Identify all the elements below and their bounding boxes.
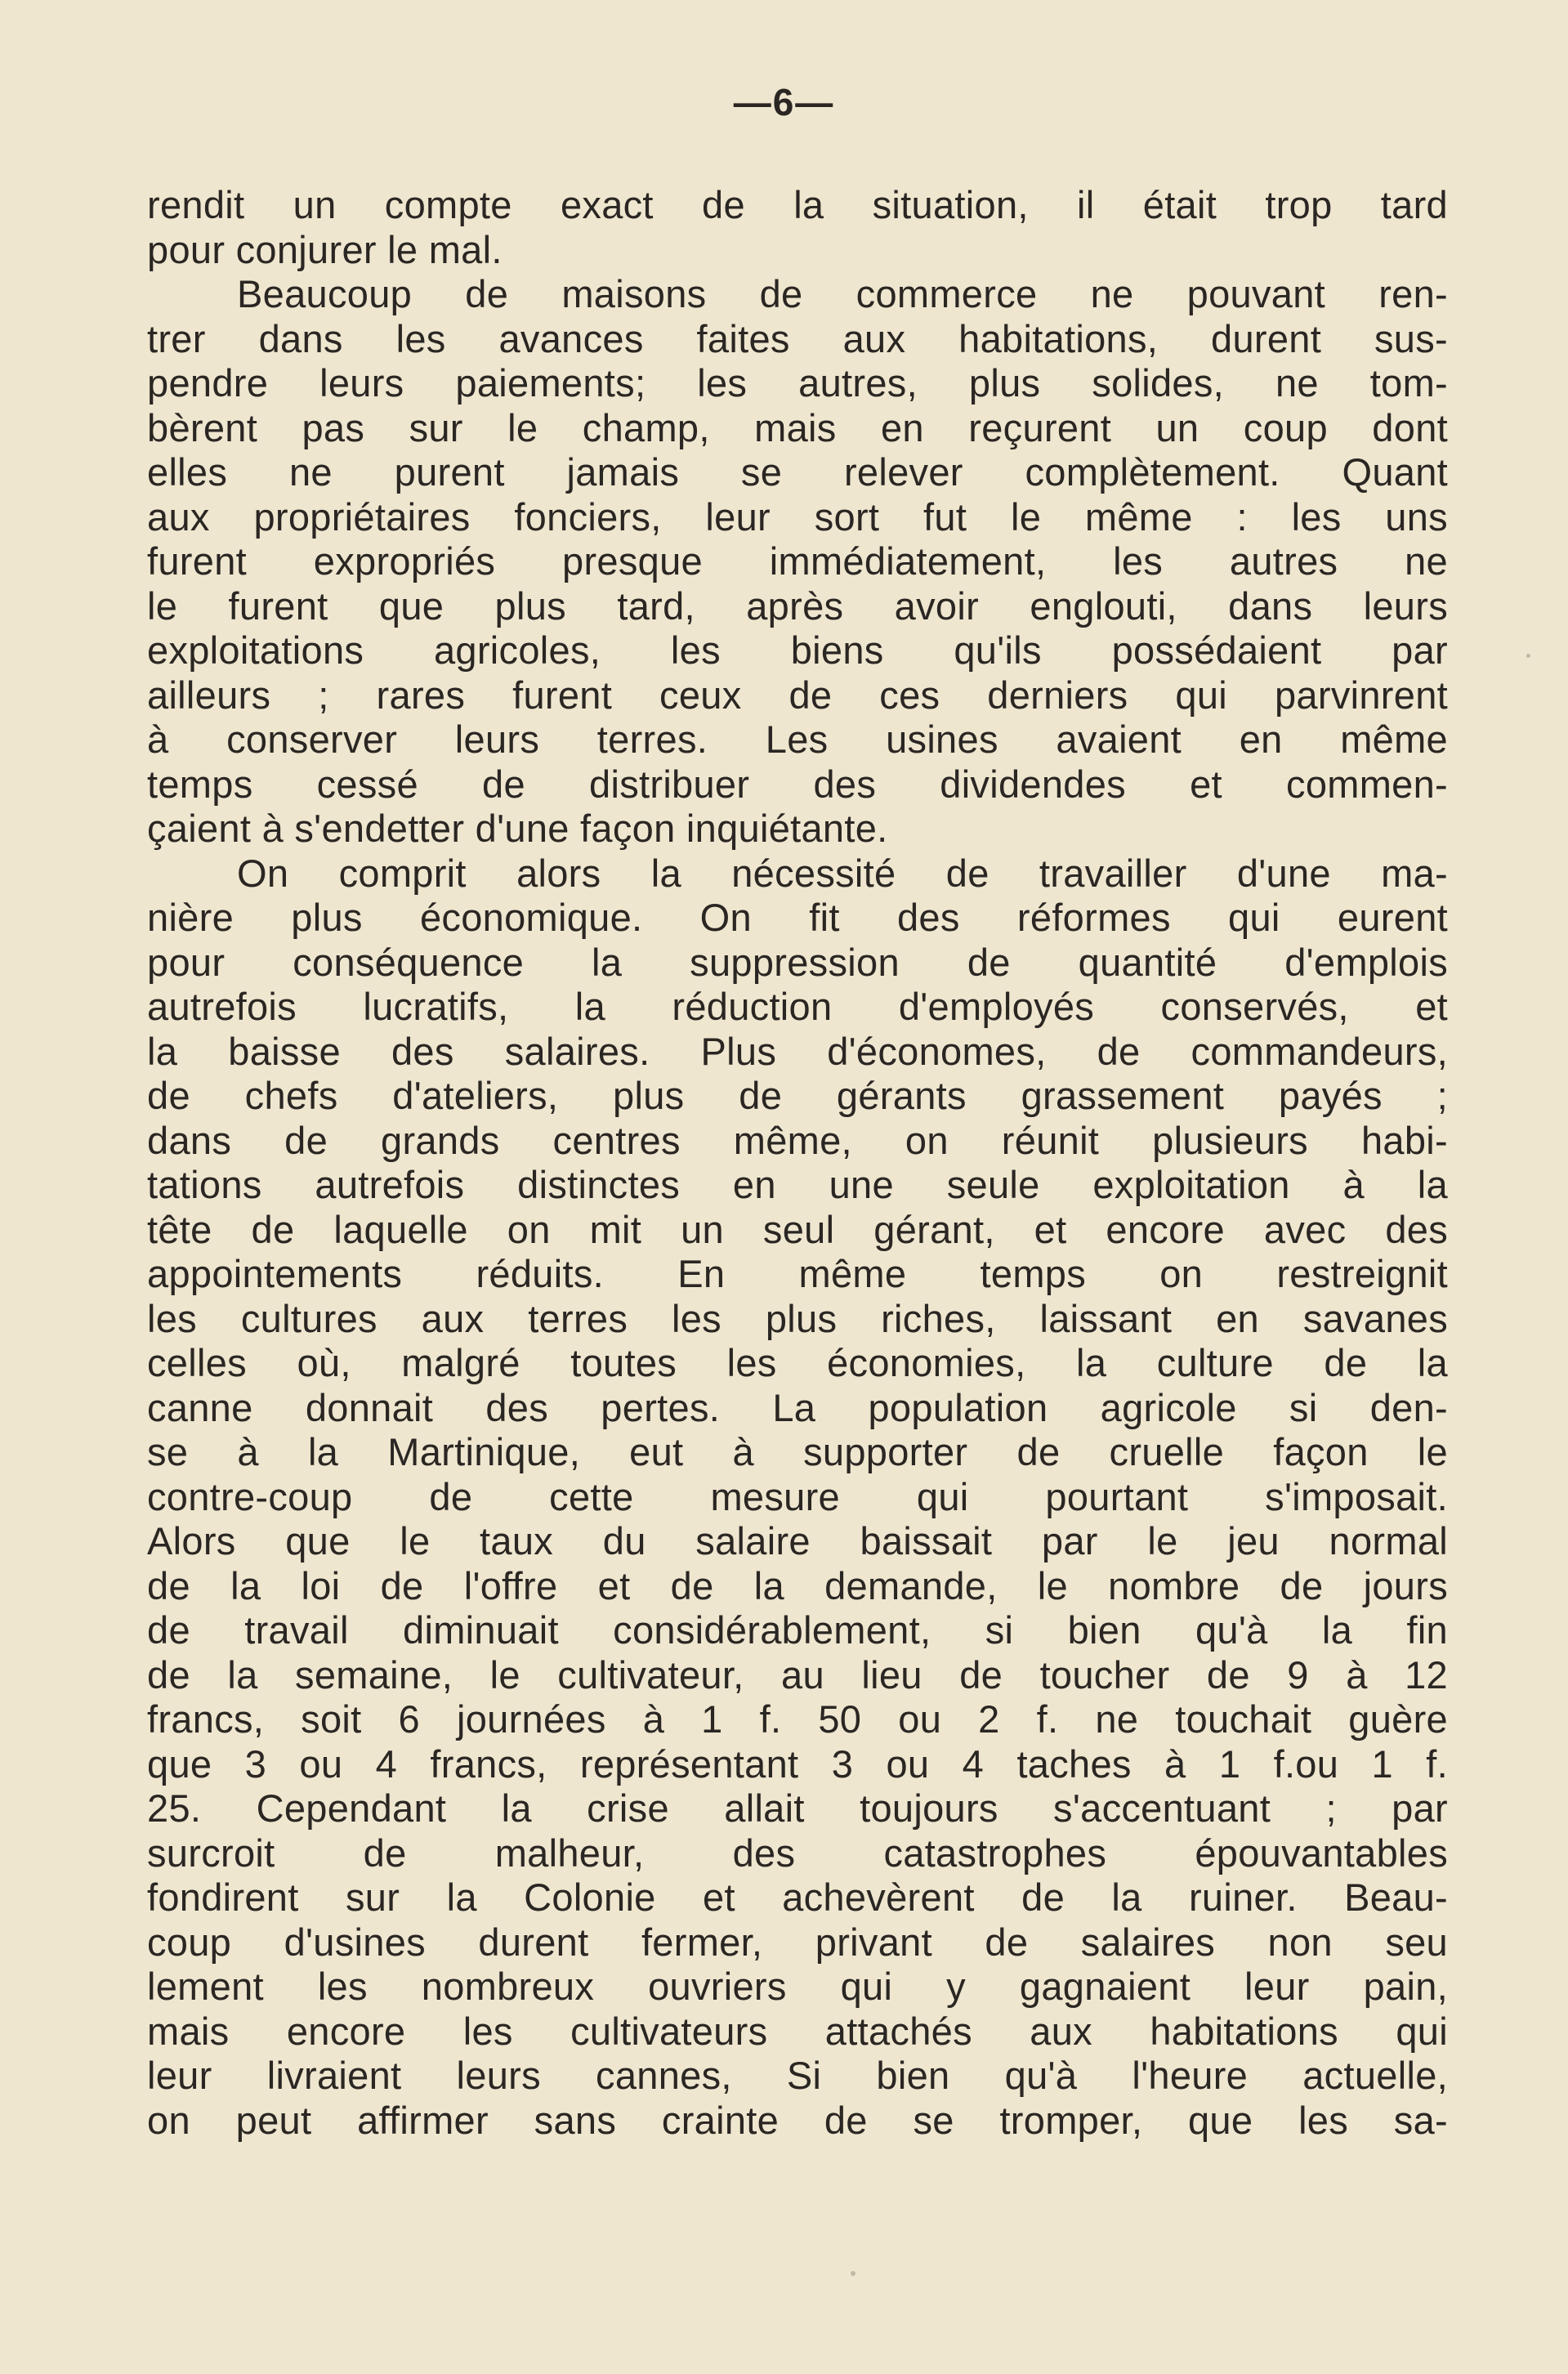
paper-speck [1526, 654, 1530, 658]
text-line: rendit un compte exact de la situation, il était trop tard [147, 183, 1448, 226]
text-line: tête de laquelle on mit un seul gérant, et encore avec des [147, 1207, 1448, 1251]
text-line: que 3 ou 4 francs, représentant 3 ou 4 taches à 1 f.ou 1 f. [147, 1741, 1448, 1786]
text-line: pour conjurer le mal. [147, 227, 503, 271]
text-line: on peut affirmer sans crainte de se tromper, que les sa- [147, 2098, 1448, 2142]
text-line: francs, soit 6 journées à 1 f. 50 ou 2 f. ne touchait guère [147, 1697, 1448, 1741]
text-line: elles ne purent jamais se relever complètement. Quant [147, 450, 1448, 494]
text-line: mais encore les cultivateurs attachés aux habitations qui [147, 2009, 1448, 2053]
text-line: ailleurs ; rares furent ceux de ces derniers qui parvinrent [147, 673, 1448, 717]
body-text [147, 183, 1448, 2143]
text-line: 25. Cependant la crise allait toujours s'accentuant ; par [147, 1786, 1448, 1830]
text-line: fondirent sur la Colonie et achevèrent de la ruiner. Beau- [147, 1876, 1448, 1919]
text-line: pendre leurs paiements; les autres, plus solides, ne tom- [147, 361, 1448, 405]
text-line: les cultures aux terres les plus riches, laissant en savanes [147, 1296, 1448, 1340]
text-line: lement les nombreux ouvriers qui y gagnaient leur pain, [147, 1965, 1448, 2008]
text-line: dans de grands centres même, on réunit plusieurs habi- [147, 1118, 1448, 1162]
text-line: de travail diminuait considérablement, si bien qu'à la fin [147, 1608, 1448, 1652]
paragraph-first-line: On comprit alors la nécessité de travailler d'une ma- [237, 851, 1448, 895]
text-line: à conserver leurs terres. Les usines avaient en même [147, 718, 1448, 761]
text-line: trer dans les avances faites aux habitations, durent sus- [147, 316, 1448, 360]
text-line: leur livraient leurs cannes, Si bien qu'à l'heure actuelle, [147, 2054, 1448, 2097]
paragraph-first-line: Beaucoup de maisons de commerce ne pouvant ren- [237, 272, 1448, 315]
text-line: furent expropriés presque immédiatement, les autres ne [147, 539, 1448, 583]
text-line: autrefois lucratifs, la réduction d'employés conservés, et [147, 985, 1448, 1028]
text-line: Alors que le taux du salaire baissait par le jeu normal [147, 1519, 1448, 1563]
text-line: de chefs d'ateliers, plus de gérants grassement payés ; [147, 1074, 1448, 1117]
text-line: çaient à s'endetter d'une façon inquiétante. [147, 807, 888, 850]
text-line: pour conséquence la suppression de quantité d'emplois [147, 940, 1448, 984]
text-line: le furent que plus tard, après avoir englouti, dans leurs [147, 583, 1448, 628]
text-line: contre-coup de cette mesure qui pourtant s'imposait. [147, 1474, 1448, 1518]
text-line: celles où, malgré toutes les économies, la culture de la [147, 1341, 1448, 1384]
text-line: appointements réduits. En même temps on restreignit [147, 1252, 1448, 1295]
text-line: se à la Martinique, eut à supporter de cruelle façon le [147, 1430, 1448, 1473]
text-line: coup d'usines durent fermer, privant de salaires non seu [147, 1920, 1448, 1964]
text-line: la baisse des salaires. Plus d'économes, de commandeurs, [147, 1029, 1448, 1073]
text-line: nière plus économique. On fit des réformes qui eurent [147, 896, 1448, 939]
text-line: temps cessé de distribuer des dividendes et commen- [147, 762, 1448, 806]
page-number: —6— [733, 81, 835, 123]
text-line: bèrent pas sur le champ, mais en reçurent un coup dont [147, 405, 1448, 449]
text-line: surcroit de malheur, des catastrophes épouvantables [147, 1831, 1448, 1875]
text-line: de la semaine, le cultivateur, au lieu de toucher de 9 à 12 [147, 1652, 1448, 1697]
text-line: de la loi de l'offre et de la demande, le nombre de jours [147, 1563, 1448, 1607]
text-line: exploitations agricoles, les biens qu'ils possédaient par [147, 628, 1448, 672]
text-line: tations autrefois distinctes en une seule exploitation à la [147, 1163, 1448, 1206]
paper-speck [851, 2271, 855, 2276]
text-line: aux propriétaires fonciers, leur sort fut le même : les uns [147, 494, 1448, 539]
text-line: canne donnait des pertes. La population agricole si den- [147, 1385, 1448, 1429]
